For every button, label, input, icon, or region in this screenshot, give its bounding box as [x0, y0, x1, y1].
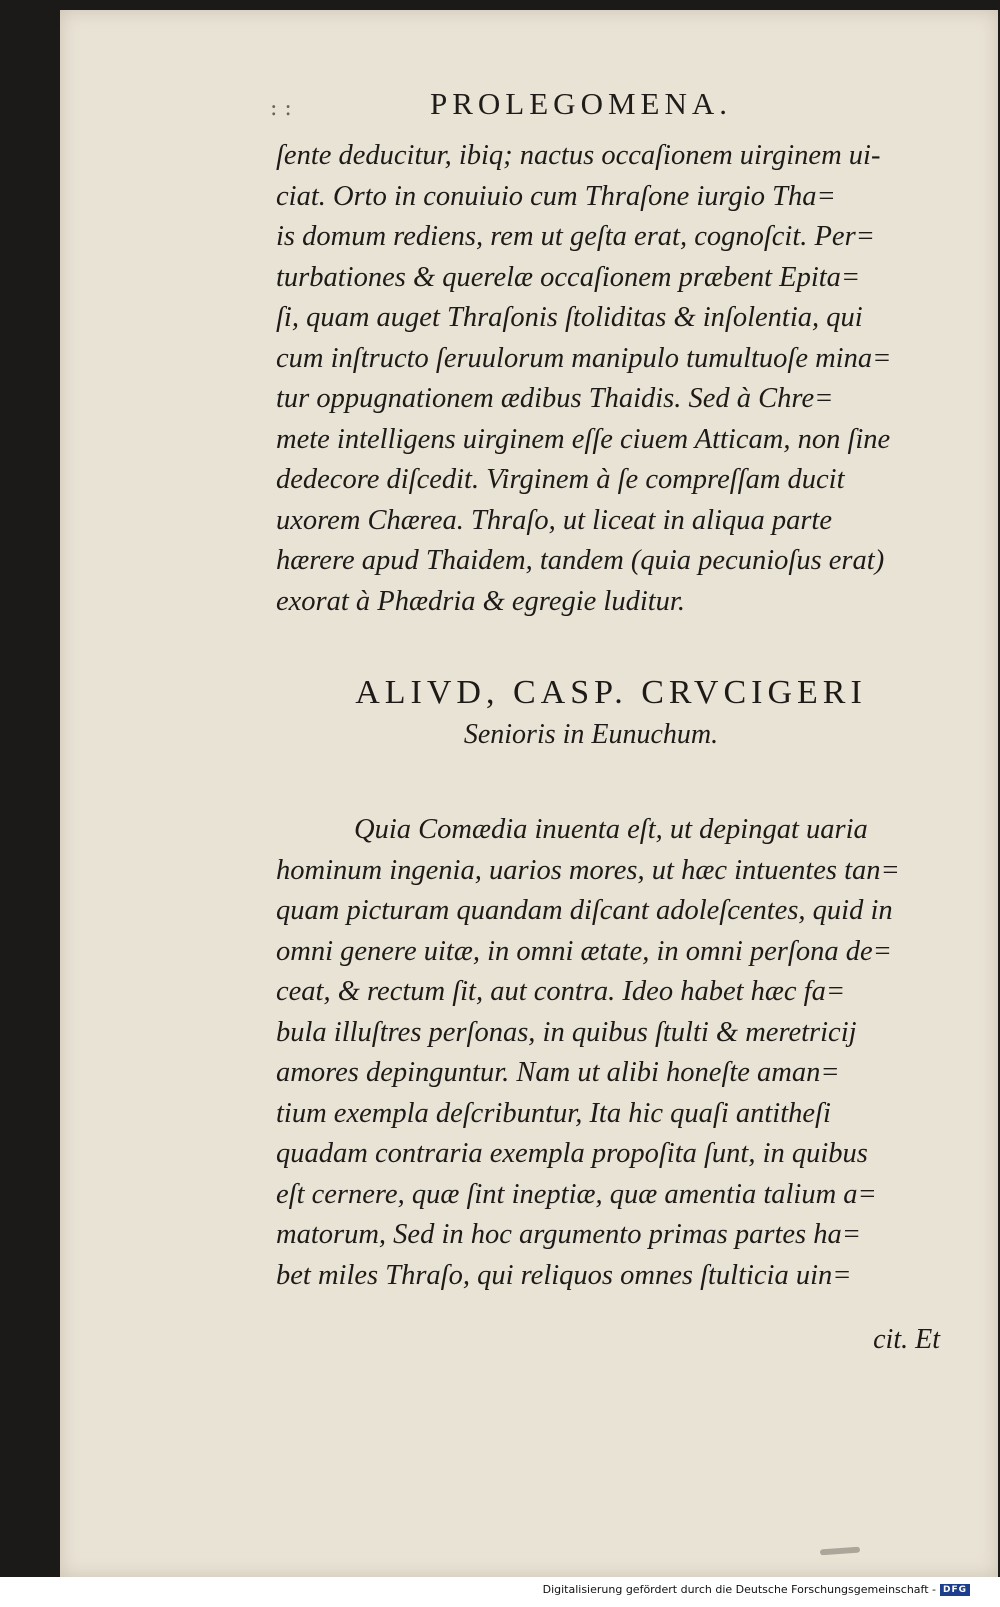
text-line: is domum rediens, rem ut geſta erat, cognoſcit. Per= [276, 221, 875, 252]
digitization-footer [543, 1583, 970, 1596]
text-line: tium exempla deſcribuntur, Ita hic quaſi antitheſi [276, 1097, 831, 1129]
text-line: ciat. Orto in conuiuio cum Thraſone iurgio Tha= [276, 180, 836, 212]
text-line: ſente deducitur, ibiq; nactus occaſionem uirginem ui- [276, 140, 881, 171]
text-line: bula illuſtres perſonas, in quibus ſtulti & meretricij [276, 1016, 857, 1048]
text-line: ſi, quam auget Thraſonis ſtoliditas & inſolentia, qui [276, 302, 863, 333]
text-line: exorat à Phædria & egregie luditur. [276, 585, 685, 617]
text-line: quam picturam quandam diſcant adoleſcentes, quid in [276, 895, 893, 926]
text-line: tur oppugnationem ædibus Thaidis. Sed à Chre= [276, 383, 834, 414]
text-line: Quia Comædia inuenta eſt, ut depingat uaria [354, 814, 868, 845]
page-number: : : [270, 96, 292, 121]
text-line: bet miles Thraſo, qui reliquos omnes ſtulticia uin= [276, 1259, 852, 1291]
text-line: uxorem Chærea. Thraſo, ut liceat in aliqua parte [276, 504, 832, 536]
text-line: mete intelligens uirginem eſſe ciuem Atticam, non ſine [276, 423, 891, 455]
section-heading-subtitle: Senioris in Eunuchum. [463, 719, 719, 750]
footer-text: Digitalisierung gefördert durch die Deutsche Forschungsgemeinschaft - [542, 1583, 936, 1596]
text-line: dedecore diſcedit. Virginem à ſe compreſſam ducit [276, 464, 845, 495]
running-head: PROLEGOMENA. [430, 86, 732, 121]
text-line: quadam contraria exempla propoſita ſunt, in quibus [276, 1138, 868, 1169]
paragraph-cruciger [276, 810, 946, 1296]
section-heading [276, 672, 946, 756]
text-line: hominum ingenia, uarios mores, ut hæc intuentes tan= [276, 854, 900, 886]
text-line: omni genere uitæ, in omni ætate, in omni perſona de= [276, 935, 892, 967]
text-line: eſt cernere, quæ ſint ineptiæ, quæ amentia talium a= [276, 1178, 877, 1210]
dfg-logo-icon: DFG [940, 1584, 970, 1596]
text-line: matorum, Sed in hoc argumento primas partes ha= [276, 1219, 861, 1250]
text-line: amores depinguntur. Nam ut alibi honeſte aman= [276, 1057, 840, 1088]
text-line: ceat, & rectum ſit, aut contra. Ideo habet hæc fa= [276, 976, 846, 1007]
section-heading-title: ALIVD, CASP. CRVCIGERI [355, 674, 867, 711]
text-line: hærere apud Thaidem, tandem (quia pecunioſus erat) [276, 545, 885, 576]
text-line: turbationes & querelæ occaſionem præbent Epita= [276, 261, 861, 293]
text-line: cum inſtructo ſeruulorum manipulo tumultuoſe mina= [276, 342, 892, 374]
paragraph-argument-continuation [276, 136, 946, 622]
catchword: cit. Et [873, 1324, 940, 1355]
